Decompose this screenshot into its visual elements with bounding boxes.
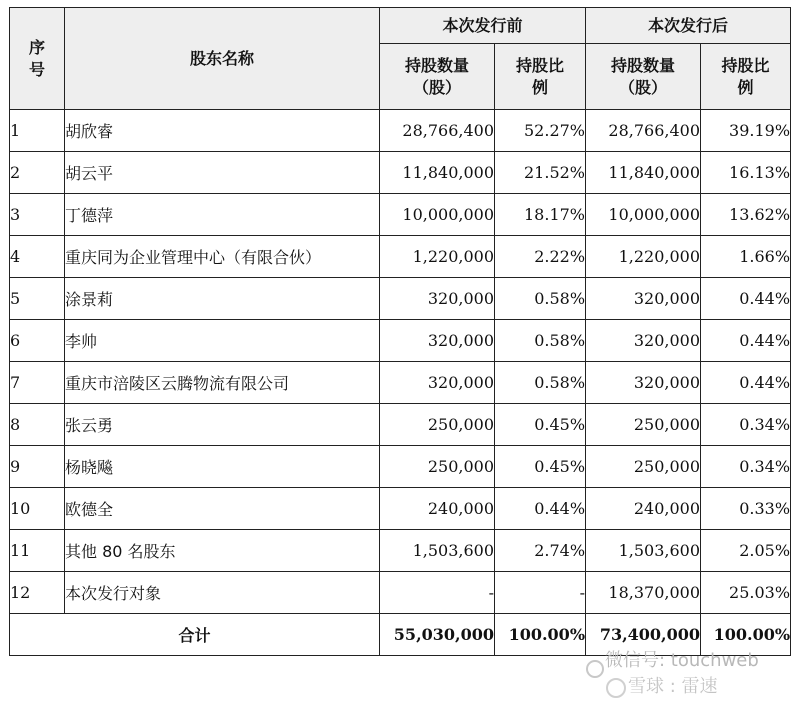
shareholder-name: 本次发行对象 [65, 572, 380, 614]
shareholder-name: 涂景莉 [65, 278, 380, 320]
header-shares-before: 持股数量 （股） [380, 44, 495, 110]
table-row [10, 110, 791, 152]
ratio-before: 0.58% [495, 278, 586, 320]
ratio-after: 0.44% [701, 362, 791, 404]
shares-before: 250,000 [380, 446, 495, 488]
shares-after: 18,370,000 [586, 572, 701, 614]
row-number: 6 [10, 320, 65, 362]
ratio-after: 0.34% [701, 404, 791, 446]
shares-before: - [380, 572, 495, 614]
shares-after: 11,840,000 [586, 152, 701, 194]
table-row [10, 236, 791, 278]
table-row [10, 320, 791, 362]
shares-before: 11,840,000 [380, 152, 495, 194]
shareholder-name: 欧德全 [65, 488, 380, 530]
ratio-before: 0.58% [495, 362, 586, 404]
xueqiu-icon [606, 678, 626, 698]
table-row [10, 194, 791, 236]
shareholder-name: 重庆市涪陵区云腾物流有限公司 [65, 362, 380, 404]
ratio-after: 2.05% [701, 530, 791, 572]
table-row [10, 488, 791, 530]
shares-before: 250,000 [380, 404, 495, 446]
ratio-after: 1.66% [701, 236, 791, 278]
table-row [10, 362, 791, 404]
total-label: 合计 [10, 614, 380, 656]
wechat-icon [586, 660, 604, 678]
ratio-before: 18.17% [495, 194, 586, 236]
header-after: 本次发行后 [586, 8, 791, 44]
total-shares-before: 55,030,000 [380, 614, 495, 656]
shareholder-name: 胡云平 [65, 152, 380, 194]
shares-after: 10,000,000 [586, 194, 701, 236]
shares-before: 10,000,000 [380, 194, 495, 236]
ratio-before: - [495, 572, 586, 614]
table-row [10, 278, 791, 320]
table-row [10, 152, 791, 194]
total-ratio-after: 100.00% [701, 614, 791, 656]
shareholder-name: 胡欣睿 [65, 110, 380, 152]
shares-before: 1,503,600 [380, 530, 495, 572]
shares-after: 320,000 [586, 320, 701, 362]
shares-before: 1,220,000 [380, 236, 495, 278]
ratio-before: 0.45% [495, 446, 586, 488]
shares-before: 320,000 [380, 278, 495, 320]
row-number: 7 [10, 362, 65, 404]
shareholder-name: 重庆同为企业管理中心（有限合伙） [65, 236, 380, 278]
ratio-after: 25.03% [701, 572, 791, 614]
ratio-after: 0.44% [701, 278, 791, 320]
shares-after: 1,220,000 [586, 236, 701, 278]
shares-before: 320,000 [380, 362, 495, 404]
ratio-before: 52.27% [495, 110, 586, 152]
table-row [10, 446, 791, 488]
shares-after: 240,000 [586, 488, 701, 530]
header-shares-after: 持股数量 （股） [586, 44, 701, 110]
ratio-after: 39.19% [701, 110, 791, 152]
header-ratio-before: 持股比 例 [495, 44, 586, 110]
table-row [10, 404, 791, 446]
shareholder-name: 李帅 [65, 320, 380, 362]
shareholder-name: 张云勇 [65, 404, 380, 446]
watermark-wechat: 微信号: touchweb [605, 650, 759, 671]
row-number: 11 [10, 530, 65, 572]
shares-after: 320,000 [586, 362, 701, 404]
shares-before: 240,000 [380, 488, 495, 530]
total-ratio-before: 100.00% [495, 614, 586, 656]
shareholder-table [9, 7, 791, 656]
ratio-before: 21.52% [495, 152, 586, 194]
header-seq: 序 号 [10, 8, 65, 110]
ratio-before: 2.74% [495, 530, 586, 572]
ratio-before: 0.45% [495, 404, 586, 446]
header-name: 股东名称 [65, 8, 380, 110]
ratio-after: 16.13% [701, 152, 791, 194]
header-ratio-after: 持股比 例 [701, 44, 791, 110]
total-shares-after: 73,400,000 [586, 614, 701, 656]
row-number: 1 [10, 110, 65, 152]
table-row [10, 530, 791, 572]
shares-after: 250,000 [586, 446, 701, 488]
shares-after: 28,766,400 [586, 110, 701, 152]
shareholder-name: 杨晓飚 [65, 446, 380, 488]
shares-before: 28,766,400 [380, 110, 495, 152]
ratio-before: 2.22% [495, 236, 586, 278]
row-number: 9 [10, 446, 65, 488]
ratio-before: 0.58% [495, 320, 586, 362]
watermark-xueqiu: 雪球 : 雷速 [628, 676, 718, 697]
ratio-after: 0.44% [701, 320, 791, 362]
shareholder-name: 其他 80 名股东 [65, 530, 380, 572]
header-before: 本次发行前 [380, 8, 586, 44]
shares-after: 1,503,600 [586, 530, 701, 572]
row-number: 12 [10, 572, 65, 614]
shares-after: 250,000 [586, 404, 701, 446]
table-row [10, 572, 791, 614]
shareholder-name: 丁德萍 [65, 194, 380, 236]
row-number: 2 [10, 152, 65, 194]
row-number: 4 [10, 236, 65, 278]
ratio-before: 0.44% [495, 488, 586, 530]
ratio-after: 0.33% [701, 488, 791, 530]
shares-before: 320,000 [380, 320, 495, 362]
row-number: 5 [10, 278, 65, 320]
row-number: 10 [10, 488, 65, 530]
ratio-after: 0.34% [701, 446, 791, 488]
row-number: 3 [10, 194, 65, 236]
ratio-after: 13.62% [701, 194, 791, 236]
row-number: 8 [10, 404, 65, 446]
shares-after: 320,000 [586, 278, 701, 320]
